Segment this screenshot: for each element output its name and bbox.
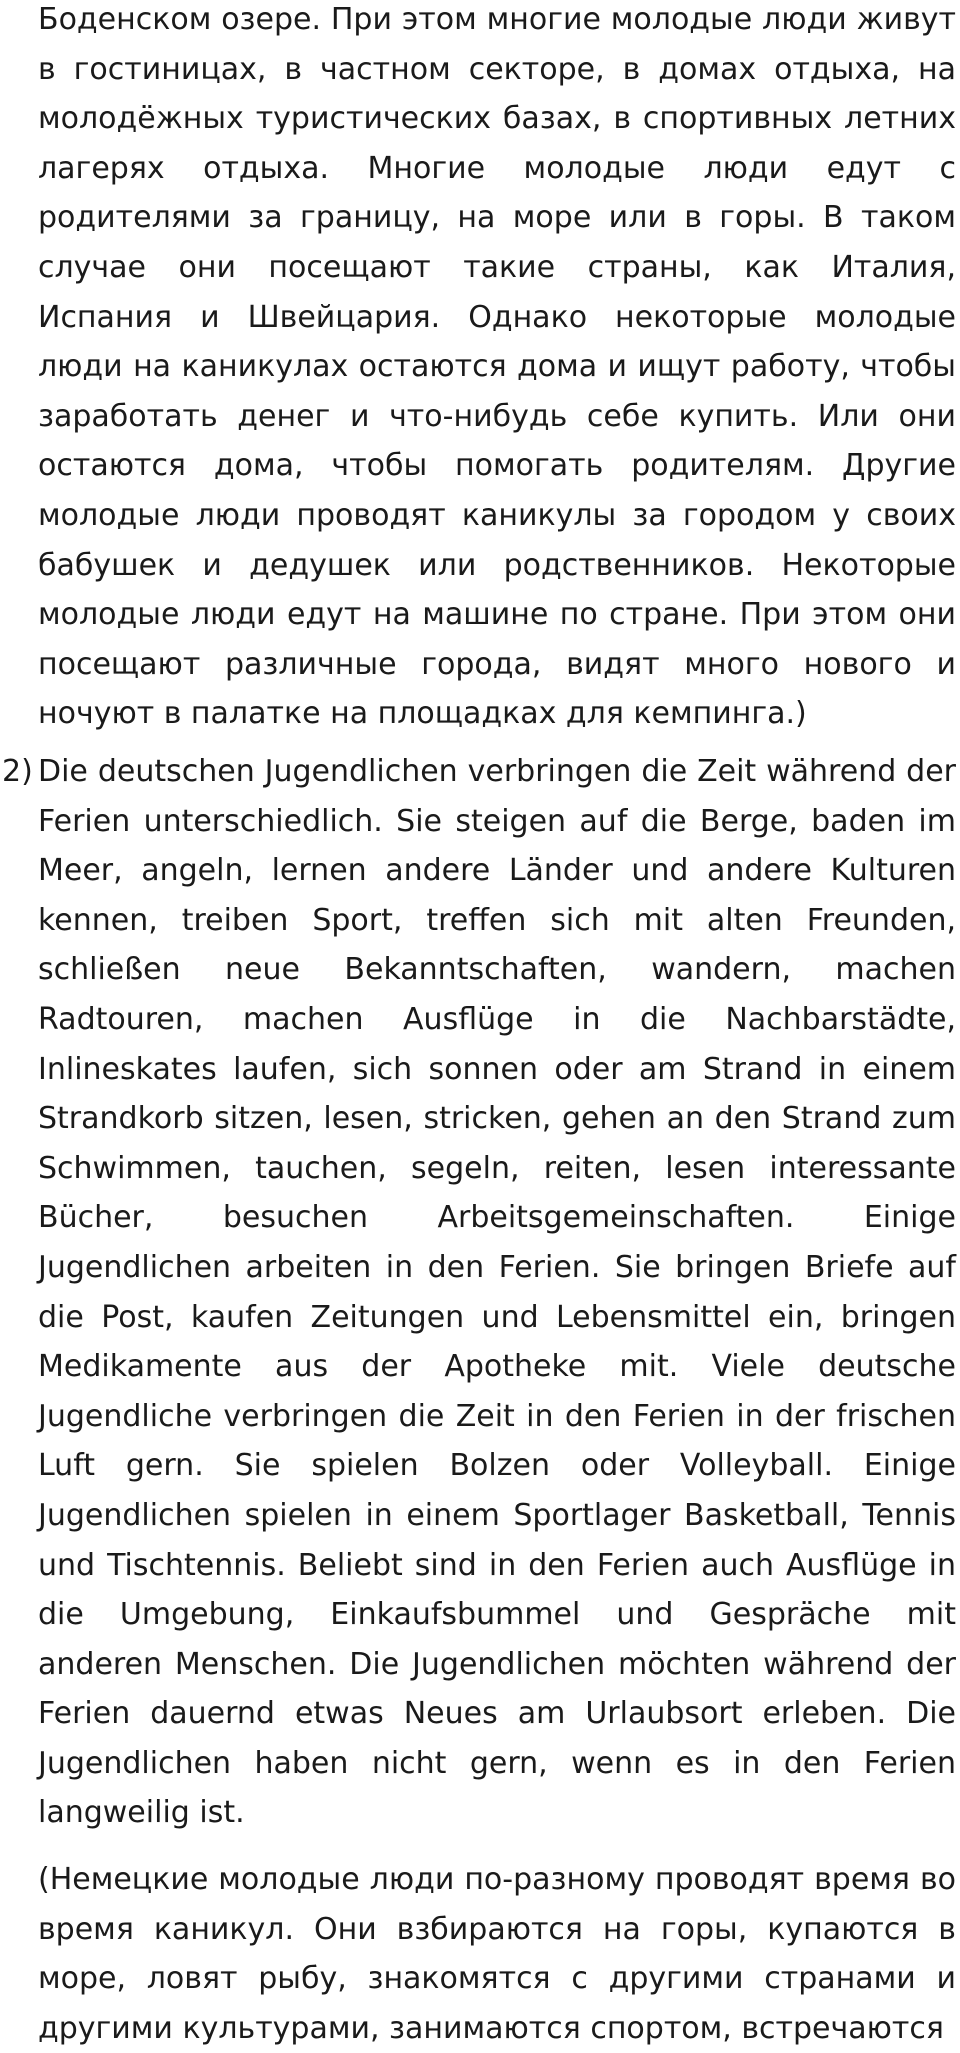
translation-paragraph: (Немецкие молодые люди по-разному проводят время во время каникул. Они взбираются на горы, купаются в море, ловят рыбу, знакомятся с другими странами и другими культурами, занимаются спортом, встречаются [38,1862,956,2046]
translation-paragraph: Боденском озере. При этом многие молодые люди живут в гостиницах, в частном секторе, в домах отдыха, на молодёжных туристических базах, в спортивных летних лагерях отдыха. Многие молодые люди едут с родителями за границу, на море или в горы. В таком случае они посещают такие страны, как Италия, Испания и Швейцария. Однако некоторые молодые люди на каникулах остаются дома и ищут работу, чтобы заработать денег и что-нибудь себе купить. Или они остаются дома, чтобы помогать родителям. Другие молодые люди проводят каникулы за городом у своих бабушек и дедушек или родственников. Некоторые молодые люди едут на машине по стране. При этом они посещают различные города, видят много нового и ночуют в палатке на площадках для кемпинга.) [38,2,956,732]
translation-block [38,1855,956,2053]
translation-block-continued [38,0,956,739]
list-item [2,747,956,1838]
item-number: 2) [2,754,33,789]
german-paragraph: Die deutschen Jugendlichen verbringen die Zeit während der Ferien unterschiedlich. Sie steigen auf die Berge, baden im Meer, angeln, lernen andere Länder und andere Kulturen kennen, treiben Sport, treffen sich mit alten Freunden, schließen neue Bekanntschaften, wandern, machen Radtouren, machen Ausflüge in die Nachbarstädte, Inlineskates laufen, sich sonnen oder am Strand in einem Strandkorb sitzen, lesen, stricken, gehen an den Strand zum Schwimmen, tauchen, segeln, reiten, lesen interessante Bücher, besuchen Arbeitsgemeinschaften. Einige Jugendlichen arbeiten in den Ferien. Sie bringen Briefe auf die Post, kaufen Zeitungen und Lebensmittel ein, bringen Medikamente aus der Apotheke mit. Viele deutsche Jugendliche verbringen die Zeit in den Ferien in der frischen Luft gern. Sie spielen Bolzen oder Volleyball. Einige Jugendlichen spielen in einem Sportlager Basketball, Tennis und Tischtennis. Beliebt sind in den Ferien auch Ausflüge in die Umgebung, Einkaufsbummel und Gespräche mit anderen Menschen. Die Jugendlichen möchten während der Ferien dauernd etwas Neues am Urlaubsort erleben. Die Jugendlichen haben nicht gern, wenn es in den Ferien langweilig ist. [38,754,956,1831]
